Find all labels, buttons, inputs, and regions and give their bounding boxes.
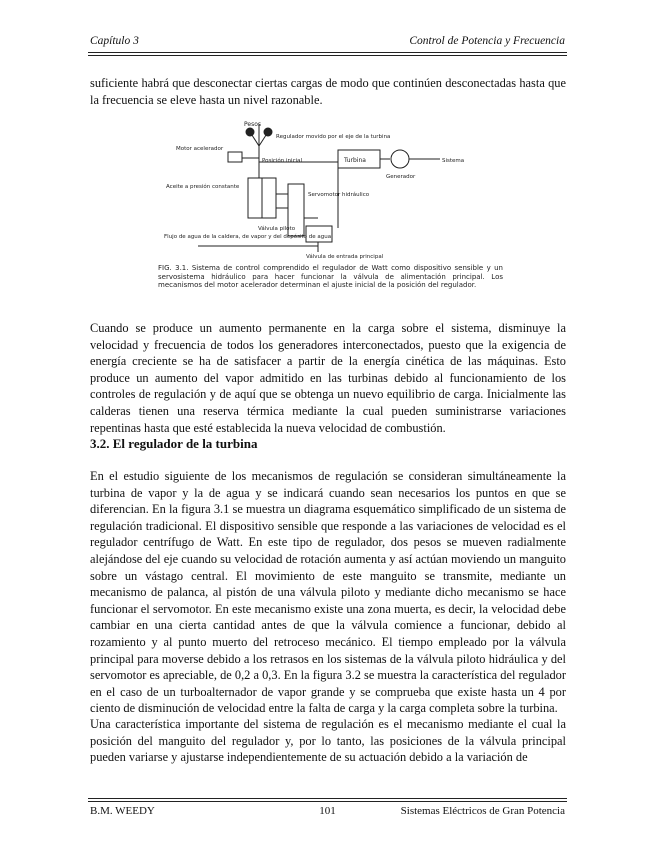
label-turbine: Turbina bbox=[344, 157, 366, 164]
footer-book-title: Sistemas Eléctricos de Gran Potencia bbox=[400, 805, 565, 817]
label-initial-position: Posición inicial bbox=[262, 158, 303, 164]
header-chapter: Capítulo 3 bbox=[90, 35, 139, 47]
label-generator: Generador bbox=[386, 174, 416, 180]
label-weights: Pesos bbox=[244, 121, 262, 128]
paragraph-intro: suficiente habrá que desconectar ciertas cargas de modo que continúen desconectadas hasta que la frecuencia se eleve hasta un nivel razonable. bbox=[90, 76, 566, 107]
label-servomotor: Servomotor hidráulico bbox=[308, 192, 370, 198]
label-oil: Aceite a presión constante bbox=[166, 184, 240, 190]
label-system: Sistema bbox=[442, 158, 465, 164]
footer-author: B.M. WEEDY bbox=[90, 805, 155, 817]
figure-caption: FIG. 3.1. Sistema de control comprendido el regulador de Watt como dispositivo sensible y un servosistema hidráulico para hacer funcionar la válvula de alimentación principal. Los mecanismos del motor acelerador determinan el ajuste inicial de la posición del regulador. bbox=[158, 264, 503, 289]
paragraph-characteristic: Una característica importante del sistema de regulación es el mecanismo mediante el cual la posición del manguito del regulador y, por lo tanto, las posiciones de la válvula principal pueden variarse y ajustarse independientemente de su actuación debido a la variación de bbox=[90, 717, 566, 765]
label-main-valve: Válvula de entrada principal bbox=[306, 254, 384, 260]
header-section-title: Control de Potencia y Frecuencia bbox=[409, 35, 565, 47]
section-heading: 3.2. El regulador de la turbina bbox=[90, 436, 258, 451]
footer-rule bbox=[88, 798, 567, 802]
label-steam-flow: Flujo de agua de la caldera, de vapor y del depósito de agua bbox=[164, 234, 332, 240]
label-speeder-motor: Motor acelerador bbox=[176, 146, 224, 152]
paragraph-governor-study: En el estudio siguiente de los mecanismos de regulación se consideran simultáneamente la turbina de vapor y la de agua y se indicará cuando sean necesarios los puntos en que se diferencian. En la figura 3.1 se muestra un diagrama esquemático simplificado de un sistema de regulación tradicional. El dispositivo sensible que responde a las variaciones de velocidad es el regulador centrífugo de Watt. En este tipo de regulador, dos pesos se mueven radialmente alejándose del eje cuando su velocidad de rotación aumenta y así actúan moviendo un manguito sobre un vástago central. El movimiento de este manguito se transmite, mediante un mecanismo de palanca, al pistón de una válvula piloto y mediante dicho mecanismo se hace funcionar el servomotor. En este mecanismo existe una zona muerta, es decir, la velocidad debe cambiar en una cierta cantidad antes de que la válvula comience a funcionar, debido al rozamiento y al punto muerto del retroceso mecánico. El tiempo empleado por la válvula principal para moverse debido a los retrasos en los sistemas de la válvula piloto hidráulica y del servomotor es apreciable, de 0,2 a 0,3. En la figura 3.2 se muestra la característica del regulador en el caso de un turboalternador de vapor grande y se comprueba que existe hasta un 4 por ciento de disminución de velocidad entre la falta de carga y la carga completa sobre la turbina. bbox=[90, 469, 566, 716]
page-number: 101 bbox=[319, 805, 336, 817]
header-rule bbox=[88, 52, 567, 56]
paragraph-load-increase: Cuando se produce un aumento permanente en la carga sobre el sistema, disminuye la velocidad y frecuencia de todos los generadores interconectados, puesto que la exigencia de energía creciente se ha de satisfacer a partir de la energía cinética de las máquinas. Esto produce un aumento del vapor admitido en las turbinas debido al funcionamiento de los controles de regulación y de aquí que se obtenga un nuevo equilibrio de carga. Inicialmente las calderas tienen una reserva térmica mediante la cual pueden suministrarse variaciones repentinas hasta que esté establecida la nueva velocidad de combustión. bbox=[90, 321, 566, 435]
label-speed-changer: Regulador movido por el eje de la turbina bbox=[276, 134, 391, 140]
governor-weights bbox=[246, 124, 272, 178]
figure-governor-diagram bbox=[158, 118, 503, 318]
label-pilot-valve: Válvula piloto bbox=[258, 226, 296, 232]
